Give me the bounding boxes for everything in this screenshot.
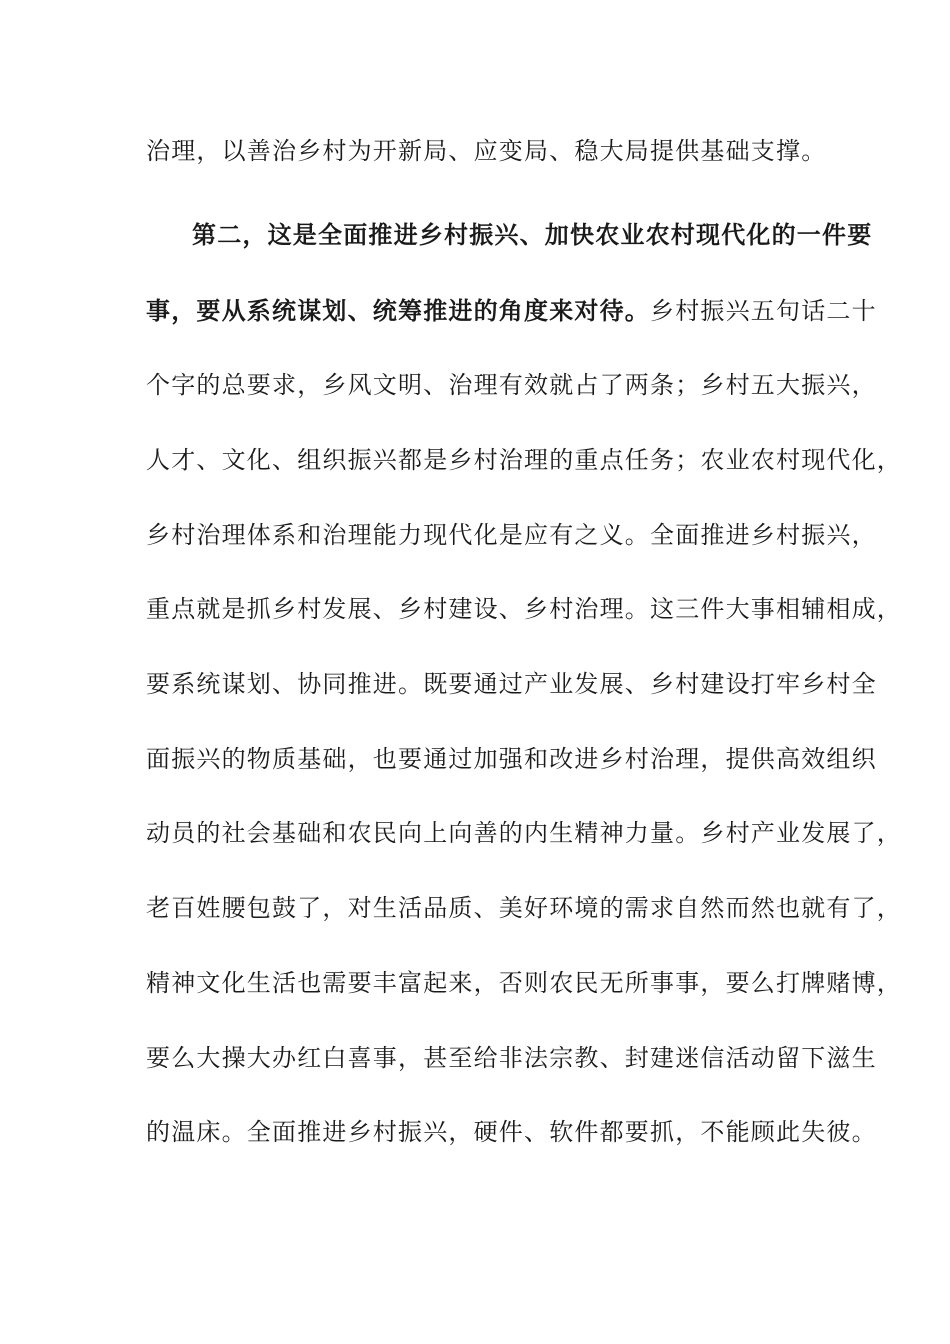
text-span: 乡村振兴五句话二十: [650, 297, 877, 325]
text-line: [146, 296, 877, 326]
text-line: 要系统谋划、协同推进。既要通过产业发展、乡村建设打牢乡村全: [146, 670, 877, 698]
text-line: 治理，以善治乡村为开新局、应变局、稳大局提供基础支撑。: [146, 137, 827, 165]
text-line: 重点就是抓乡村发展、乡村建设、乡村治理。这三件大事相辅相成，: [146, 595, 902, 623]
text-line: 动员的社会基础和农民向上向善的内生精神力量。乡村产业发展了，: [146, 819, 902, 847]
text-line: 的温床。全面推进乡村振兴，硬件、软件都要抓，不能顾此失彼。: [146, 1118, 877, 1146]
text-line: 面振兴的物质基础，也要通过加强和改进乡村治理，提供高效组织: [146, 745, 877, 773]
text-line: 精神文化生活也需要丰富起来，否则农民无所事事，要么打牌赌博，: [146, 969, 902, 997]
text-line: 乡村治理体系和治理能力现代化是应有之义。全面推进乡村振兴，: [146, 521, 877, 549]
text-line: 要么大操大办红白喜事，甚至给非法宗教、封建迷信活动留下滋生: [146, 1044, 877, 1072]
text-line: 老百姓腰包鼓了，对生活品质、美好环境的需求自然而然也就有了，: [146, 894, 902, 922]
text-line-bold: 第二，这是全面推进乡村振兴、加快农业农村现代化的一件要: [192, 220, 873, 249]
bold-span: 事，要从系统谋划、统筹推进的角度来对待。: [146, 296, 650, 325]
text-line: 人才、文化、组织振兴都是乡村治理的重点任务；农业农村现代化，: [146, 446, 902, 474]
text-line: 个字的总要求，乡风文明、治理有效就占了两条；乡村五大振兴，: [146, 371, 877, 399]
